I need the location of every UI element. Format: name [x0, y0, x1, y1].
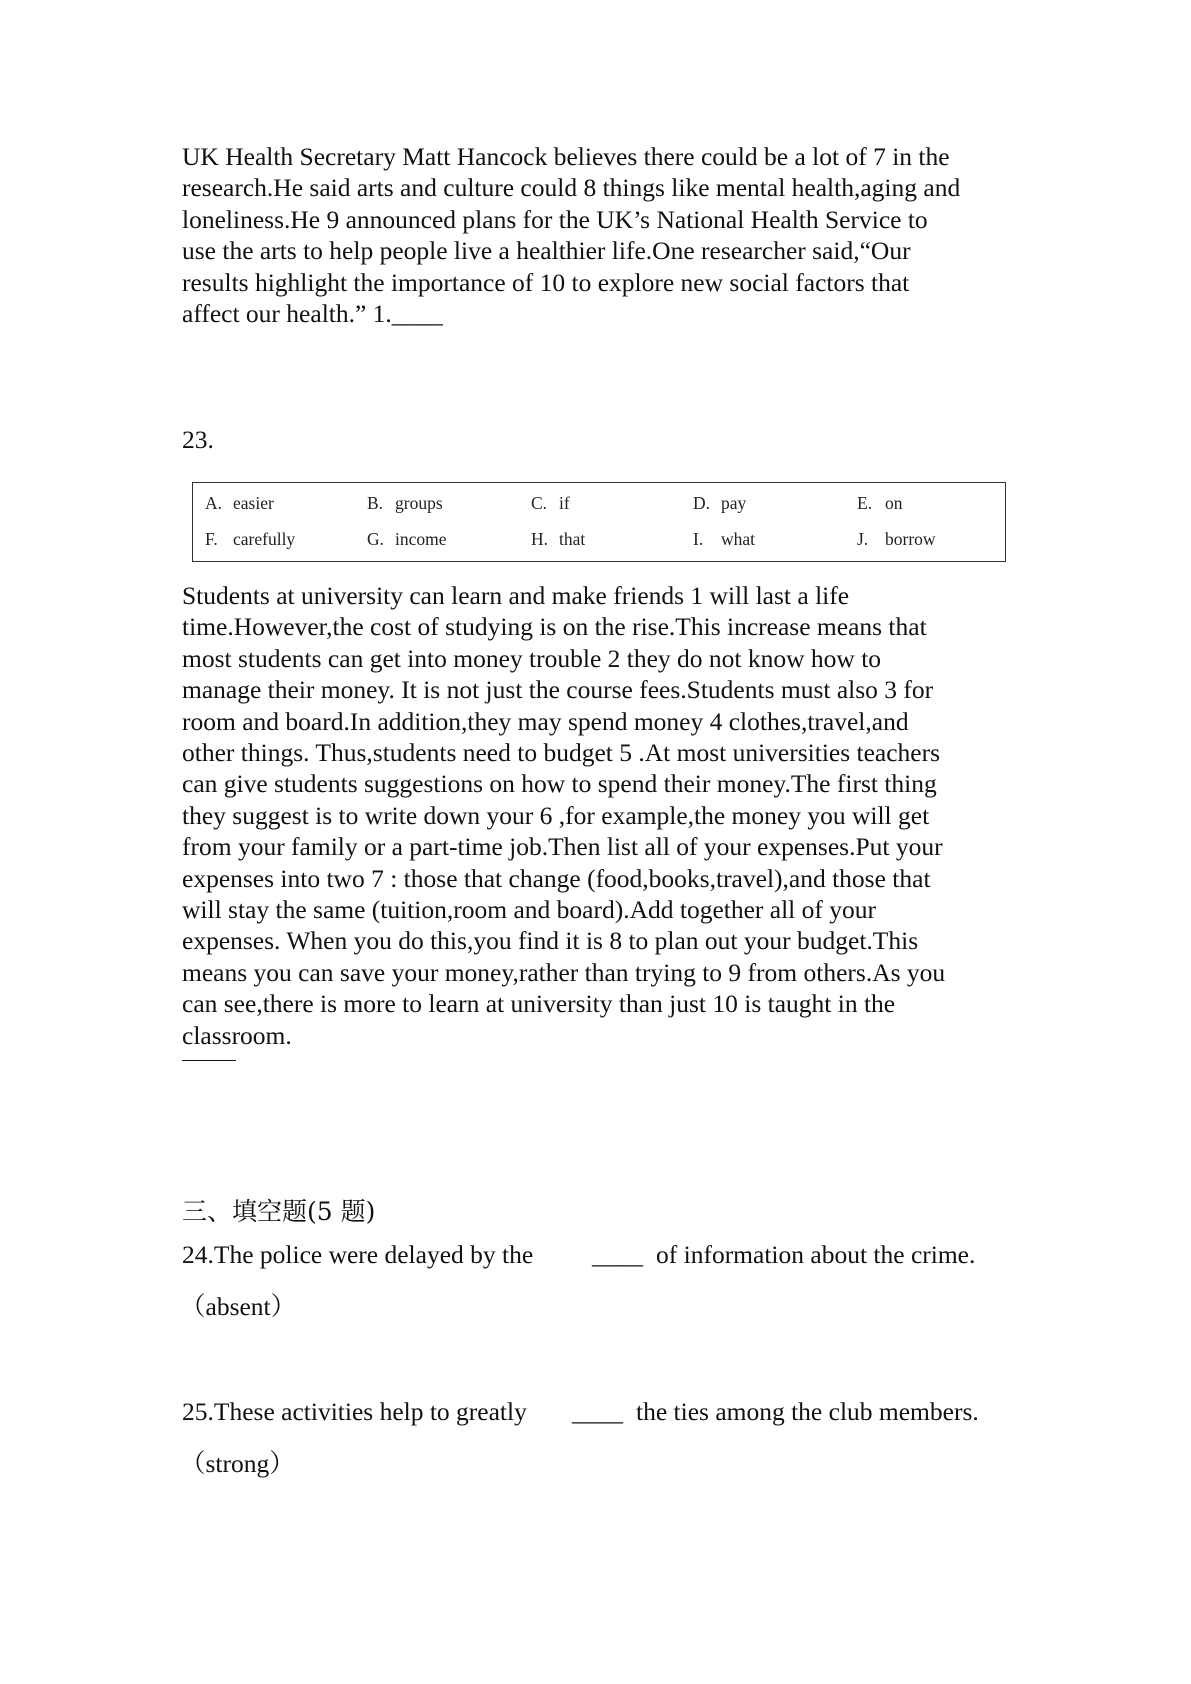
option-letter: C. [531, 493, 548, 513]
word-bank-row [193, 529, 1005, 565]
passage-23-line: expenses into two 7 : those that change (food,books,travel),and those that [182, 863, 931, 893]
passage-23-line: expenses. When you do this,you find it is 8 to plan out your budget.This [182, 926, 919, 956]
option-word: easier [233, 493, 274, 513]
option-a [205, 493, 274, 514]
passage-23-line: classroom. [182, 1020, 292, 1050]
passage-23-line: from your family or a part-time job.Then list all of your expenses.Put your [182, 832, 943, 862]
passage-23-line: can see,there is more to learn at university than just 10 is taught in the [182, 989, 896, 1019]
question-25-after: the ties among the club members. [636, 1397, 979, 1426]
option-c [531, 493, 570, 514]
question-25-before: 25.These activities help to greatly [182, 1397, 527, 1426]
section-three-title: 三、填空题(5 题) [182, 1197, 376, 1226]
passage-23-line: most students can get into money trouble 2 they do not know how to [182, 643, 882, 673]
option-h [531, 529, 585, 550]
option-d [693, 493, 746, 514]
passage-23-line: room and board.In addition,they may spend money 4 clothes,travel,and [182, 706, 909, 736]
option-word: that [559, 529, 586, 549]
question-25-hint: （strong） [180, 1449, 295, 1478]
option-j [857, 529, 936, 550]
passage-top-line: use the arts to help people live a healthier life.One researcher said,“Our [182, 236, 911, 266]
passage-top-line: affect our health.” 1.____ [182, 299, 443, 329]
option-letter: A. [205, 493, 223, 513]
question-25-blank[interactable]: ____ [572, 1397, 623, 1426]
word-bank-table [192, 482, 1006, 562]
answer-blank-23[interactable] [182, 1060, 236, 1061]
option-word: pay [721, 493, 747, 513]
passage-23-line: time.However,the cost of studying is on the rise.This increase means that [182, 612, 927, 642]
option-letter: J. [857, 529, 869, 549]
question-24-hint: （absent） [180, 1292, 297, 1321]
passage-23-line: Students at university can learn and make friends 1 will last a life [182, 581, 850, 610]
option-g [367, 529, 447, 550]
passage-23-line: manage their money. It is not just the course fees.Students must also 3 for [182, 675, 934, 705]
passage-top-line: UK Health Secretary Matt Hancock believes there could be a lot of 7 in the [182, 142, 950, 171]
passage-top-line: research.He said arts and culture could 8 things like mental health,aging and [182, 173, 961, 203]
passage-top-line: results highlight the importance of 10 to explore new social factors that [182, 267, 910, 297]
question-24-after: of information about the crime. [656, 1240, 976, 1269]
passage-23-line: can give students suggestions on how to spend their money.The first thing [182, 769, 937, 799]
passage-23-line: means you can save your money,rather than trying to 9 from others.As you [182, 957, 946, 987]
option-word: on [885, 493, 903, 513]
passage-top [182, 141, 1012, 329]
passage-top-line: loneliness.He 9 announced plans for the UK’s National Health Service to [182, 204, 928, 234]
option-letter: B. [367, 493, 384, 513]
option-letter: G. [367, 529, 385, 549]
option-word: income [395, 529, 447, 549]
option-b [367, 493, 443, 514]
question-23-number: 23. [182, 425, 214, 454]
option-word: carefully [233, 529, 296, 549]
question-24-before: 24.The police were delayed by the [182, 1240, 534, 1269]
option-letter: I. [693, 529, 704, 549]
passage-23-line: will stay the same (tuition,room and board).Add together all of your [182, 895, 877, 925]
option-e [857, 493, 903, 514]
option-word: what [721, 529, 756, 549]
word-bank-row [193, 493, 1005, 529]
option-word: groups [395, 493, 443, 513]
passage-23-line: they suggest is to write down your 6 ,for example,the money you will get [182, 800, 930, 830]
option-letter: F. [205, 529, 218, 549]
passage-23 [182, 580, 1012, 1051]
option-i [693, 529, 755, 550]
option-word: if [559, 493, 570, 513]
option-letter: E. [857, 493, 873, 513]
passage-23-line: other things. Thus,students need to budget 5 .At most universities teachers [182, 738, 941, 768]
option-f [205, 529, 295, 550]
question-24-blank[interactable]: ____ [592, 1240, 643, 1269]
option-letter: D. [693, 493, 711, 513]
option-word: borrow [885, 529, 936, 549]
option-letter: H. [531, 529, 549, 549]
